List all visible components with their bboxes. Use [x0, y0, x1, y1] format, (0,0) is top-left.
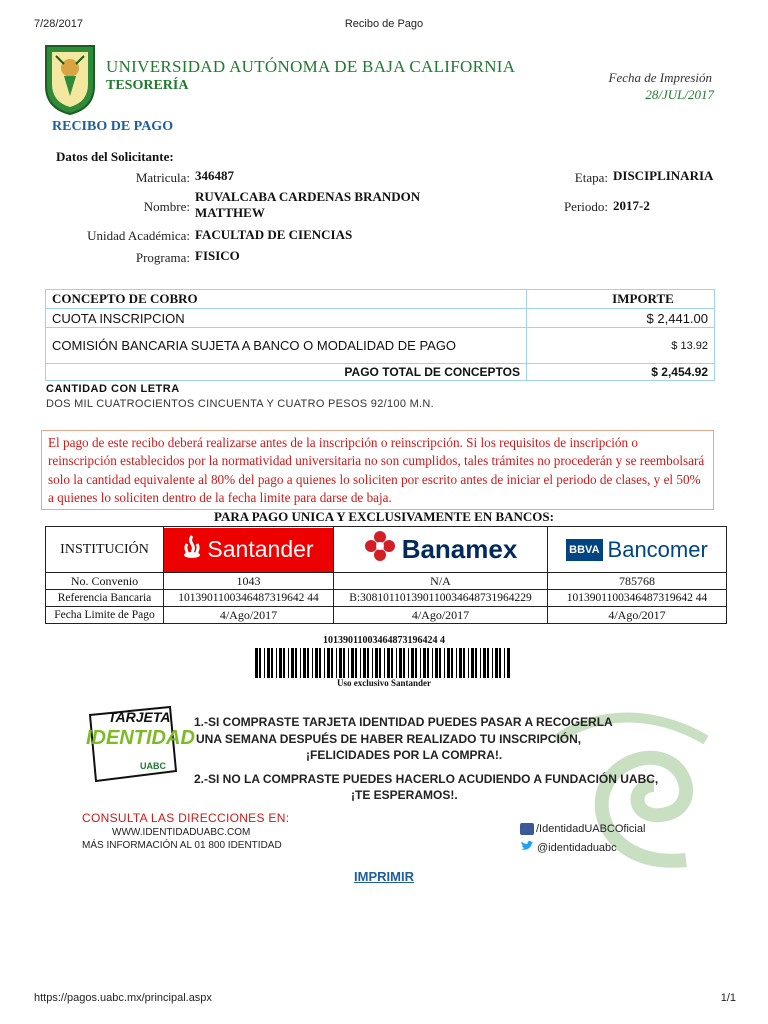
santander-logo — [164, 527, 334, 573]
row-label: Referencia Bancaria — [46, 590, 164, 607]
promo-line-4: 2.-SI NO LA COMPRASTE PUEDES HACERLO ACUDIENDO A FUNDACIÓN UABC, — [194, 772, 659, 786]
concept-cell: CUOTA INSCRIPCION — [46, 309, 527, 328]
uabc-crest-icon — [44, 44, 96, 116]
nombre-value: RUVALCABA CARDENAS BRANDON MATTHEW — [195, 189, 421, 220]
bancomer-value: 4/Ago/2017 — [548, 607, 727, 624]
barcode-bar — [451, 648, 453, 678]
logo-line2: IDENTIDAD — [86, 727, 195, 749]
barcode-bar — [339, 648, 342, 678]
bancomer-name: Bancomer — [607, 536, 708, 562]
barcode-bar — [408, 648, 409, 678]
promo-line-3: ¡FELICIDADES POR LA COMPRA!. — [306, 748, 503, 762]
barcode-bar — [379, 648, 381, 678]
barcode-image — [255, 648, 512, 678]
print-date-value: 28/JUL/2017 — [645, 87, 714, 102]
institution-label: INSTITUCIÓN — [46, 527, 164, 573]
banks-heading: PARA PAGO UNICA Y EXCLUSIVAMENTE EN BANCOS: — [214, 509, 554, 524]
amount-cell: $ 13.92 — [527, 328, 715, 364]
row-label: Fecha Limite de Pago — [46, 607, 164, 624]
banamex-logo — [334, 527, 548, 573]
banamex-emblem-icon — [364, 530, 396, 569]
thumbs-up-icon — [520, 823, 534, 835]
table-row — [46, 607, 727, 624]
programa-label: Programa: — [135, 250, 190, 265]
table-row — [46, 328, 715, 364]
barcode-bar — [423, 648, 426, 678]
promo-website: WWW.IDENTIDADUABC.COM — [112, 827, 251, 838]
barcode-bar — [372, 648, 373, 678]
row-label: No. Convenio — [46, 573, 164, 590]
barcode-bar — [351, 648, 354, 678]
twitter-bird-icon — [520, 840, 534, 855]
barcode-bar — [264, 648, 265, 678]
barcode-bar — [471, 648, 474, 678]
promo-line-2: UNA SEMANA DESPUÉS DE HABER REALIZADO TU INSCRIPCIÓN, — [196, 732, 582, 746]
refund-notice: El pago de este recibo deberá realizarse antes de la inscripción o reinscripción. Si los requisitos de inscripción o reinscripción establecidos por la normatividad universitaria no son cumplidos, tales trámites no procederán y se reembolsará solo la cantidad equivalente al 80% del pago a quienes lo soliciten por escrito antes de iniciar el periodo de clases, y el 50% a quienes lo soliciten dentro de la fecha limite para darse de baja. — [41, 430, 714, 510]
barcode-number: 10139011003464873196424 4 — [323, 635, 445, 646]
receipt-title: RECIBO DE PAGO — [52, 119, 174, 134]
matricula-value: 346487 — [195, 168, 234, 183]
barcode-bar — [487, 648, 489, 678]
banamex-value: 4/Ago/2017 — [334, 607, 548, 624]
concept-header: CONCEPTO DE COBRO — [46, 290, 527, 309]
barcode-bar — [420, 648, 421, 678]
barcode-bar — [259, 648, 261, 678]
barcode-bar — [396, 648, 397, 678]
programa-value: FISICO — [195, 248, 240, 263]
santander-value: 1013901100346487319642 44 — [164, 590, 334, 607]
santander-value: 1043 — [164, 573, 334, 590]
print-title: Recibo de Pago — [344, 18, 424, 30]
barcode-bar — [427, 648, 429, 678]
santander-name: Santander — [207, 536, 314, 562]
barcode-bar — [468, 648, 469, 678]
total-value: $ 2,454.92 — [527, 364, 715, 381]
barcode-bar — [483, 648, 486, 678]
unidad-label: Unidad Académica: — [87, 228, 190, 243]
banamex-value: N/A — [334, 573, 548, 590]
table-row — [46, 573, 727, 590]
page-url: https://pagos.uabc.mx/principal.aspx — [34, 992, 212, 1004]
barcode-bar — [343, 648, 345, 678]
department-name: TESORERÍA — [106, 78, 189, 93]
amount-words-value: DOS MIL CUATROCIENTOS CINCUENTA Y CUATRO PESOS 92/100 M.N. — [46, 398, 435, 410]
bancomer-logo — [548, 527, 727, 573]
facebook-link[interactable] — [520, 823, 645, 835]
twitter-handle: @identidaduabc — [537, 841, 617, 854]
barcode-bar — [375, 648, 378, 678]
promo-line-5: ¡TE ESPERAMOS!. — [351, 788, 458, 802]
total-label: PAGO TOTAL DE CONCEPTOS — [46, 364, 527, 381]
barcode-bar — [403, 648, 405, 678]
flame-icon — [183, 535, 201, 565]
amount-header-label: IMPORTE — [612, 291, 674, 306]
barcode-bar — [283, 648, 285, 678]
barcode-bar — [456, 648, 457, 678]
bancomer-value: 785768 — [548, 573, 727, 590]
barcode-bar — [295, 648, 297, 678]
charges-table — [45, 289, 715, 381]
consult-label: CONSULTA LAS DIRECCIONES EN: — [82, 811, 290, 825]
barcode-bar — [267, 648, 270, 678]
barcode-bar — [475, 648, 477, 678]
concept-cell: COMISIÓN BANCARIA SUJETA A BANCO O MODALIDAD DE PAGO — [46, 328, 527, 364]
barcode-bar — [303, 648, 306, 678]
barcode-bar — [331, 648, 333, 678]
barcode-bar — [276, 648, 277, 678]
barcode-bar — [384, 648, 385, 678]
barcode-bar — [271, 648, 273, 678]
barcode-bar — [319, 648, 321, 678]
barcode-bar — [367, 648, 369, 678]
barcode-bar — [463, 648, 465, 678]
promo-phone: MÁS INFORMACIÓN AL 01 800 IDENTIDAD — [82, 840, 282, 851]
barcode-bar — [480, 648, 481, 678]
barcode-bar — [300, 648, 301, 678]
amount-header — [527, 290, 715, 309]
barcode-bar — [439, 648, 441, 678]
print-button-wrap — [0, 868, 768, 886]
barcode-bar — [435, 648, 438, 678]
barcode-bar — [495, 648, 498, 678]
barcode-bar — [348, 648, 349, 678]
logo-line1: TARJETA — [108, 709, 171, 725]
table-row — [46, 309, 715, 328]
barcode-bar — [415, 648, 417, 678]
barcode-bar — [324, 648, 325, 678]
barcode-bar — [312, 648, 313, 678]
barcode-bar — [327, 648, 330, 678]
promo-line-1: 1.-SI COMPRASTE TARJETA IDENTIDAD PUEDES PASAR A RECOGERLA — [194, 715, 613, 729]
barcode-bar — [444, 648, 445, 678]
facebook-handle: /IdentidadUABCOficial — [536, 823, 646, 835]
barcode-caption: Uso exclusivo Santander — [336, 678, 431, 688]
promo-banner — [76, 700, 726, 870]
etapa-label: Etapa: — [574, 170, 608, 185]
twitter-link[interactable] — [520, 840, 617, 855]
barcode-bar — [288, 648, 289, 678]
barcode-bar — [279, 648, 282, 678]
banamex-name: Banamex — [401, 534, 518, 564]
print-date-label: Fecha de Impresión — [608, 70, 712, 85]
barcode-bar — [447, 648, 450, 678]
barcode-bar — [399, 648, 402, 678]
amount-cell: $ 2,441.00 — [527, 309, 715, 328]
santander-value: 4/Ago/2017 — [164, 607, 334, 624]
etapa-value: DISCIPLINARIA — [613, 168, 714, 183]
matricula-label: Matricula: — [135, 170, 190, 185]
banamex-value: B:308101101390110034648731964229 — [334, 590, 548, 607]
bancomer-value: 1013901100346487319642 44 — [548, 590, 727, 607]
bbva-badge: BBVA — [566, 539, 602, 561]
barcode-bar — [291, 648, 294, 678]
nombre-label: Nombre: — [143, 199, 190, 214]
barcode-bar — [411, 648, 414, 678]
university-name: UNIVERSIDAD AUTÓNOMA DE BAJA CALIFORNIA — [106, 57, 516, 76]
tarjeta-identidad-logo — [80, 705, 195, 783]
table-row — [46, 590, 727, 607]
barcode-bar — [432, 648, 433, 678]
barcode-bar — [363, 648, 366, 678]
applicant-heading: Datos del Solicitante: — [56, 149, 174, 164]
amount-words-label: CANTIDAD CON LETRA — [46, 383, 180, 395]
periodo-value: 2017-2 — [613, 198, 650, 213]
barcode-bar — [499, 648, 501, 678]
barcode-bar — [307, 648, 309, 678]
barcode-bar — [336, 648, 337, 678]
barcode-bar — [255, 648, 258, 678]
unidad-value: FACULTAD DE CIENCIAS — [195, 227, 353, 242]
print-button[interactable]: IMPRIMIR — [354, 869, 414, 884]
periodo-label: Periodo: — [563, 199, 608, 214]
barcode-bar — [459, 648, 462, 678]
barcode-bar — [355, 648, 357, 678]
barcode-bar — [507, 648, 510, 678]
barcode-bar — [492, 648, 493, 678]
page-number: 1/1 — [720, 992, 736, 1004]
barcode-bar — [504, 648, 505, 678]
barcode-bar — [315, 648, 318, 678]
print-date: 7/28/2017 — [34, 18, 83, 30]
barcode-bar — [387, 648, 390, 678]
logo-line3: UABC — [140, 761, 166, 771]
barcode-bar — [391, 648, 393, 678]
bank-table — [45, 526, 727, 624]
barcode-bar — [360, 648, 361, 678]
